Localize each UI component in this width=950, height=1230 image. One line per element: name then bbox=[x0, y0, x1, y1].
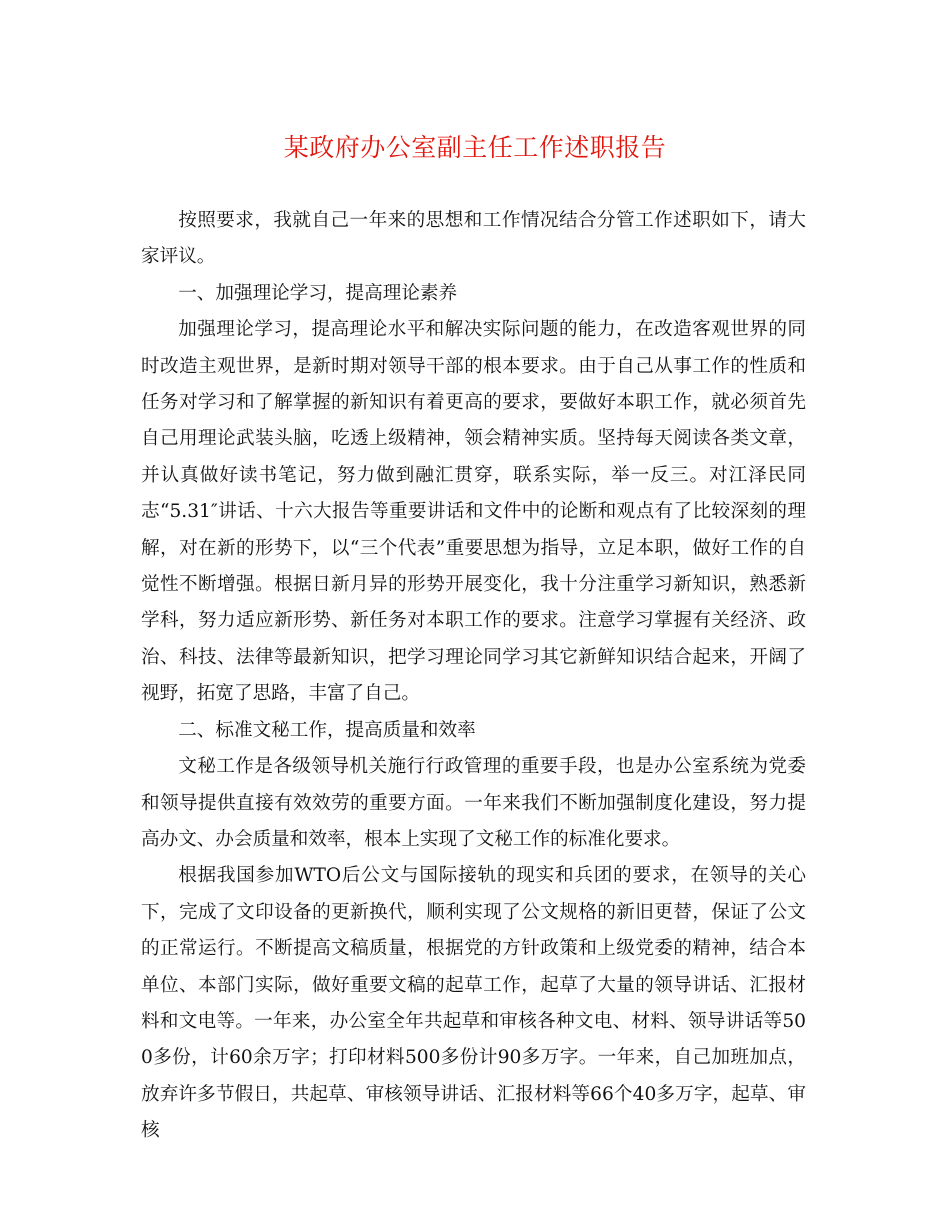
paragraph-secretarial-work: 文秘工作是各级领导机关施行行政管理的重要手段，也是办公室系统为党委和领导提供直接有效效劳的重要方面。一年来我们不断加强制度化建设，努力提高办文、办会质量和效率，根本上实现了文秘工作的标准化要求。 bbox=[141, 756, 806, 850]
document-body bbox=[141, 203, 806, 1150]
paragraph-intro: 按照要求，我就自己一年来的思想和工作情况结合分管工作述职如下，请大家评议。 bbox=[141, 210, 806, 268]
document-title: 某政府办公室副主任工作述职报告 bbox=[283, 133, 667, 162]
section-heading-2: 二、标准文秘工作，提高质量和效率 bbox=[178, 719, 476, 741]
paragraph-theory-study: 加强理论学习，提高理论水平和解决实际问题的能力，在改造客观世界的同时改造主观世界，是新时期对领导干部的根本要求。由于自己从事工作的性质和任务对学习和了解掌握的新知识有着更高的要求，要做好本职工作，就必须首先自己用理论武装头脑，吃透上级精神，领会精神实质。坚持每天阅读各类文章，并认真做好读书笔记，努力做到融汇贯穿，联系实际，举一反三。对江泽民同志“5.31″讲话、十六大报告等重要讲话和文件中的论断和观点有了比较深刻的理解，对在新的形势下，以“三个代表”重要思想为指导，立足本职，做好工作的自觉性不断增强。根据日新月异的形势开展变化，我十分注重学习新知识，熟悉新学科，努力适应新形势、新任务对本职工作的要求。注意学习掌握有关经济、政治、科技、法律等最新知识，把学习理论同学习其它新鲜知识结合起来，开阔了视野，拓宽了思路，丰富了自己。 bbox=[141, 319, 806, 705]
paragraph-wto-documents: 根据我国参加WTO后公文与国际接轨的现实和兵团的要求，在领导的关心下，完成了文印设备的更新换代，顺利实现了公文规格的新旧更替，保证了公文的正常运行。不断提高文稿质量，根据党的方针政策和上级党委的精神，结合本单位、本部门实际，做好重要文稿的起草工作，起草了大量的领导讲话、汇报材料和文电等。一年来，办公室全年共起草和审核各种文电、材料、领导讲话等500多份，计60余万字；打印材料500多份计90多万字。一年来，自己加班加点，放弃许多节假日，共起草、审核领导讲话、汇报材料等66个40多万字，起草、审核 bbox=[141, 865, 806, 1142]
section-heading-1: 一、加强理论学习，提高理论素养 bbox=[178, 282, 458, 304]
